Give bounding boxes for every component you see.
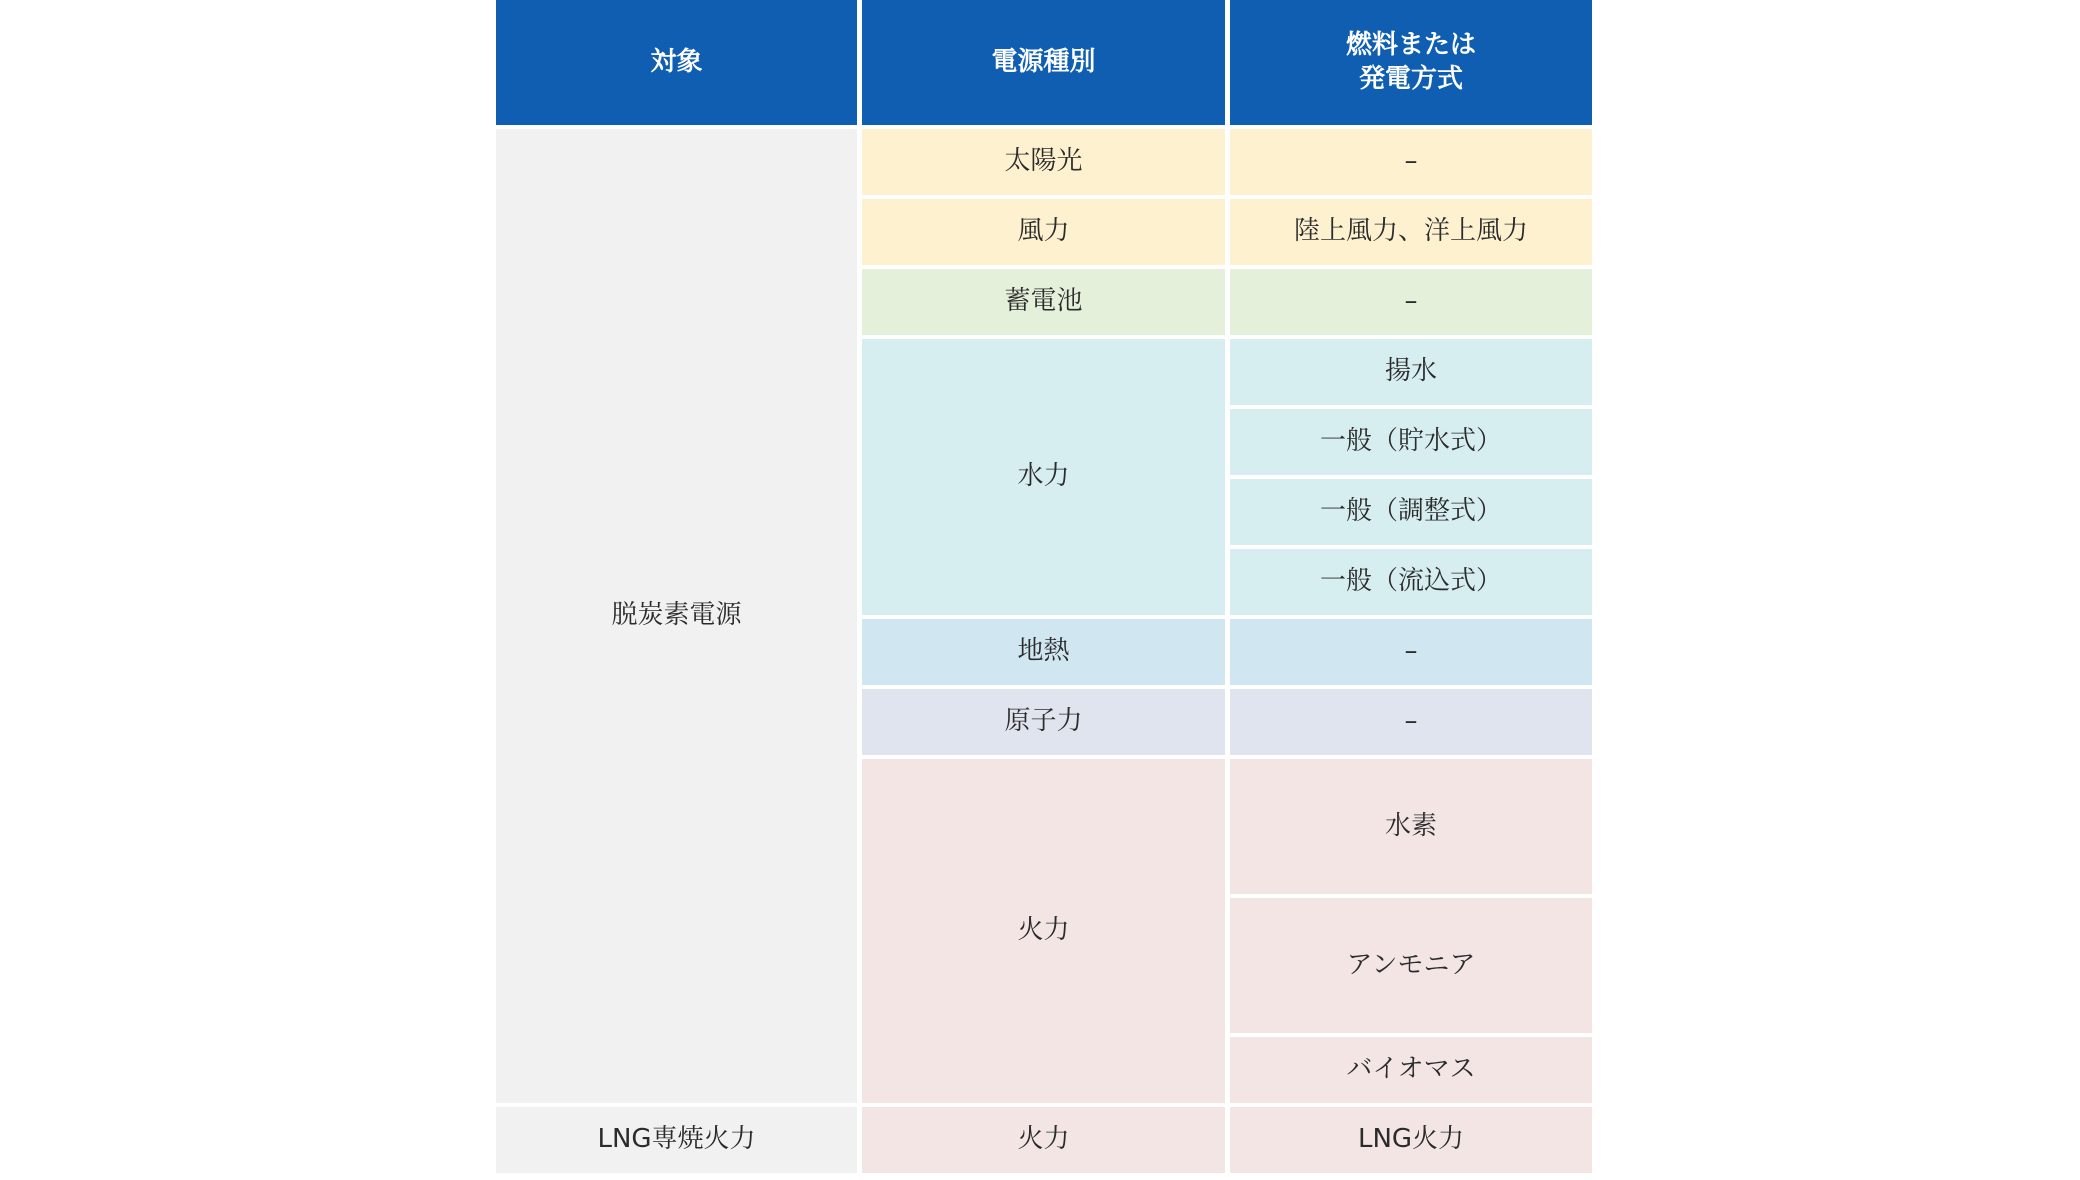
method-hydro-run-of-river: 一般（流込式）	[1230, 549, 1592, 615]
group-lng: LNG専焼火力	[496, 1107, 857, 1173]
type-lng-thermal: 火力	[862, 1107, 1225, 1173]
method-battery: –	[1230, 269, 1592, 335]
header-target: 対象	[496, 0, 857, 125]
method-hydro-storage: 一般（貯水式）	[1230, 409, 1592, 475]
type-thermal: 火力	[862, 759, 1225, 1103]
power-source-table	[496, 0, 1592, 1180]
method-geothermal: –	[1230, 619, 1592, 685]
type-solar: 太陽光	[862, 129, 1225, 195]
type-geothermal: 地熱	[862, 619, 1225, 685]
method-biomass: バイオマス	[1230, 1037, 1592, 1103]
method-hydrogen: 水素	[1230, 759, 1592, 894]
method-hydro-pumped: 揚水	[1230, 339, 1592, 405]
group-decarbonized: 脱炭素電源	[496, 129, 857, 1103]
header-source-type: 電源種別	[862, 0, 1225, 125]
method-lng: LNG火力	[1230, 1107, 1592, 1173]
type-nuclear: 原子力	[862, 689, 1225, 755]
method-hydro-regulating: 一般（調整式）	[1230, 479, 1592, 545]
header-fuel-method: 燃料または 発電方式	[1230, 0, 1592, 125]
method-nuclear: –	[1230, 689, 1592, 755]
method-wind: 陸上風力、洋上風力	[1230, 199, 1592, 265]
method-ammonia: アンモニア	[1230, 898, 1592, 1033]
type-hydro: 水力	[862, 339, 1225, 615]
type-wind: 風力	[862, 199, 1225, 265]
type-battery: 蓄電池	[862, 269, 1225, 335]
method-solar: –	[1230, 129, 1592, 195]
